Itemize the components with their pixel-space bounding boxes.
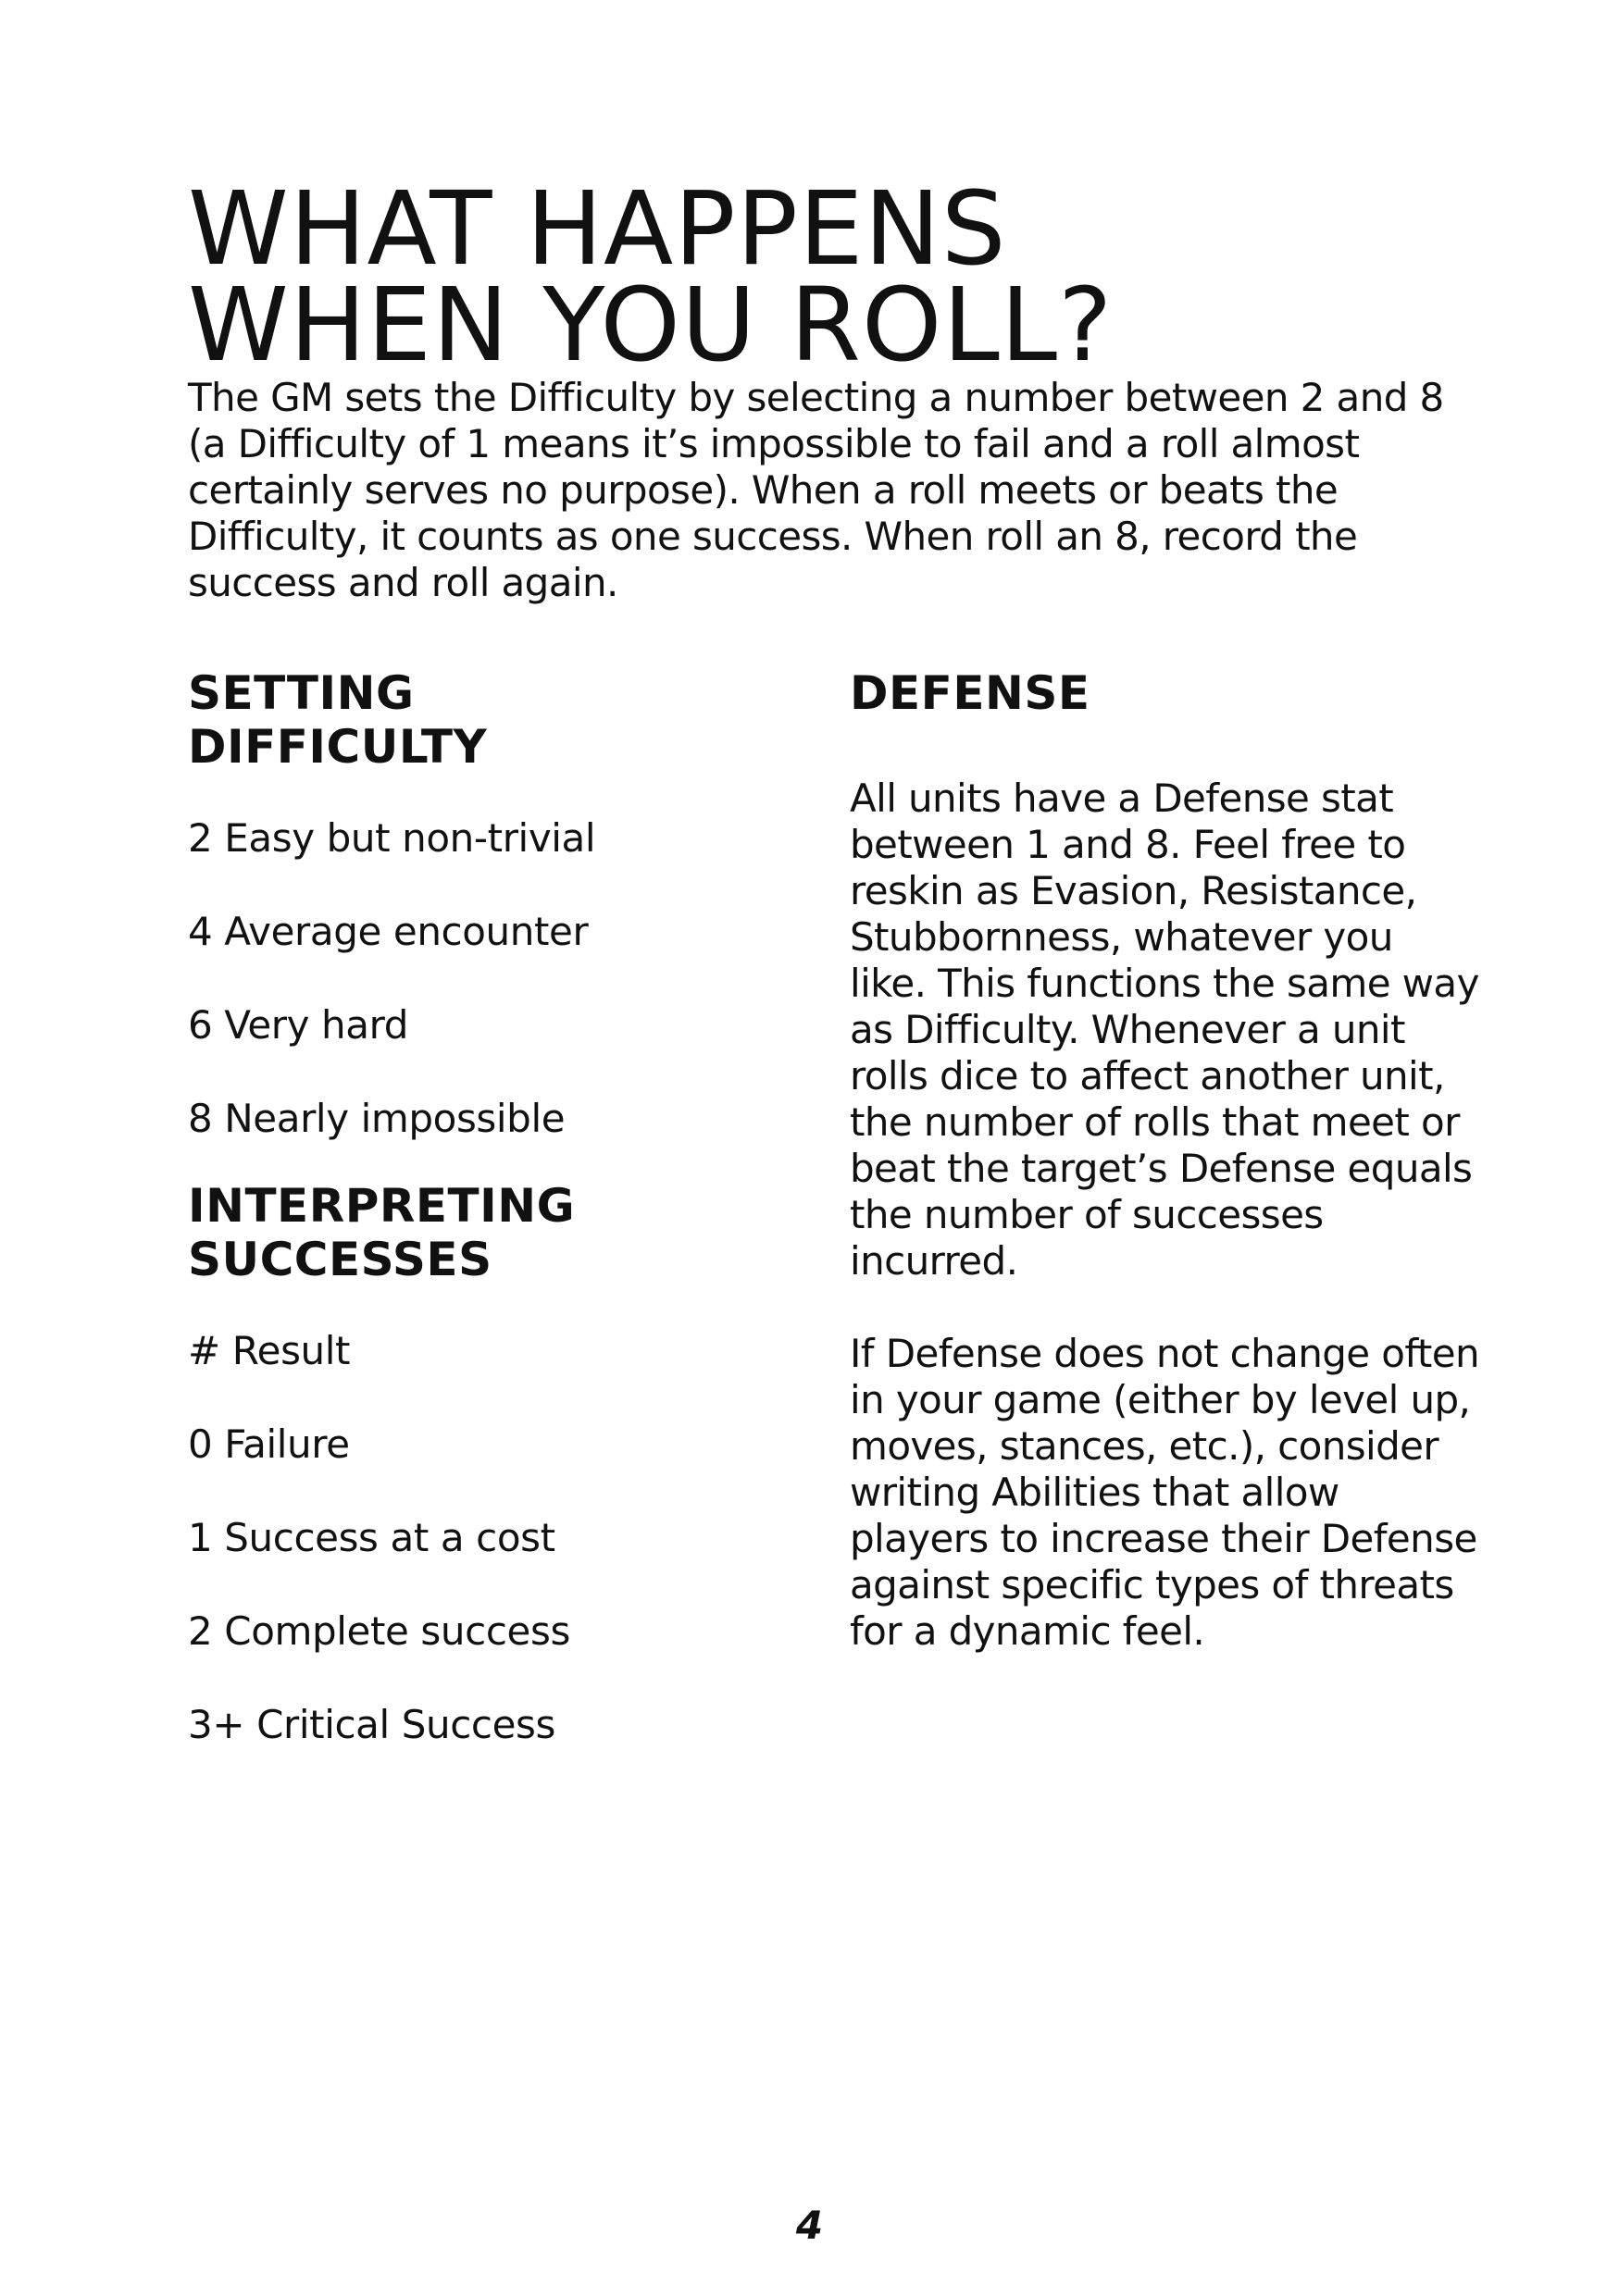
list-item: 2 Easy but non-trivial [188, 815, 596, 861]
successes-list [188, 1328, 790, 1748]
list-item: 2 Complete success [188, 1608, 570, 1654]
page-number: 4 [795, 2203, 824, 2248]
heading-line: DIFFICULTY [188, 720, 488, 774]
list-item: 6 Very hard [188, 1002, 409, 1048]
setting-difficulty-heading [188, 666, 790, 774]
intro-paragraph: The GM sets the Difficulty by selecting a number between 2 and 8 (a Difficulty of 1 means it’s impossible to fail and a roll almost certainly serves no purpose). When a roll meets or beats the Difficulty, it counts as one success. When roll an 8, record the success and roll again. [188, 375, 1444, 605]
list-item: # Result [188, 1328, 351, 1373]
interpreting-successes-heading [188, 1179, 790, 1286]
list-item: 8 Nearly impossible [188, 1096, 566, 1141]
page-title [188, 169, 1114, 384]
heading-line: SUCCESSES [188, 1233, 492, 1286]
list-item: 3+ Critical Success [188, 1702, 555, 1747]
page-title-line: WHAT HAPPENS [188, 169, 1007, 288]
left-column [188, 666, 790, 1795]
defense-paragraph: All units have a Defense stat between 1 and 8. Feel free to reskin as Evasion, Resistance, Stubbornness, whatever you like. This functions the same way as Difficulty. Whenever a unit rolls dice to affect another unit, the number of rolls that meet or beat the target’s Defense equals the number of successes incurred. [850, 776, 1479, 1284]
heading-line: SETTING [188, 666, 415, 720]
list-item: 1 Success at a cost [188, 1515, 555, 1560]
heading-line: INTERPRETING [188, 1179, 576, 1233]
defense-heading: DEFENSE [850, 666, 1090, 720]
page-title-line: WHEN YOU ROLL? [188, 266, 1114, 384]
right-column [850, 666, 1479, 1655]
list-item: 4 Average encounter [188, 909, 589, 954]
difficulty-list [188, 815, 790, 1142]
defense-paragraph: If Defense does not change often in your game (either by level up, moves, stances, etc.), consider writing Abilities that allow players to increase their Defense against specific types of threats for a dynamic feel. [850, 1331, 1479, 1654]
list-item: 0 Failure [188, 1421, 350, 1467]
